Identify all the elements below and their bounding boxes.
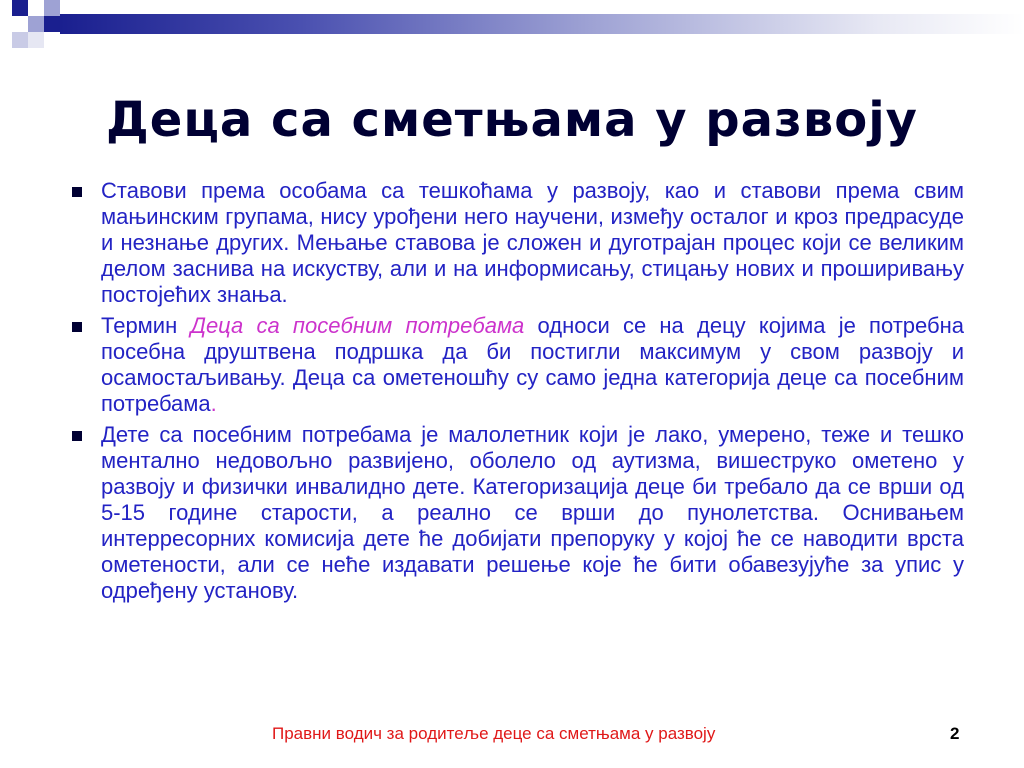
bullet-item-1 (72, 178, 964, 308)
square-bullet-icon (72, 431, 82, 441)
slide-title: Деца са сметњама у развоју (106, 92, 918, 148)
page-number: 2 (950, 724, 960, 743)
bullet-item-2 (72, 313, 964, 417)
bullet-item-3 (72, 422, 964, 604)
bullet-text-2 (101, 313, 964, 417)
header-gradient-bar (60, 14, 1024, 34)
bullet-text-3: Дете са посебним потребама је малолетник који је лако, умерено, теже и тешко ментално недовољно развијено, оболело од аутизма, вишеструко ометено у развоју и физички инвалидно дете. Категоризација деце би требало да се врши од 5-15 године старости, а реално се врши до пунолетства. Оснивањем интерресорних комисија дете ће добијати препоруку у којој ће се наводити врста ометености, али се неће издавати решење које ће бити обавезујуће за упис у одређену установу. (101, 422, 964, 603)
bullet-text-2-end: . (210, 391, 217, 416)
square-bullet-icon (72, 187, 82, 197)
slide-footer: Правни водич за родитеље деце са сметњама у развоју (272, 724, 716, 743)
bullet-list (72, 178, 964, 609)
highlighted-term: Деца са посебним потребама (190, 313, 525, 338)
bullet-text-1: Ставови према особама са тешкоћама у развоју, као и ставови према свим мањинским групама, нису урођени него научени, између осталог и кроз предрасуде и незнање других. Мењање ставова је сложен и дуготрајан процес који се великим делом заснива на искуству, али и на информисању, стицању нових и проширивању постојећих знања. (101, 178, 964, 307)
square-bullet-icon (72, 322, 82, 332)
bullet-text-2-prefix: Термин (101, 313, 191, 338)
bullet-text-2-suffix: односи се на децу којима је потребна посебна друштвена подршка да би постигли максимум у свом развоју и осамостаљивању. Деца са ометеношћу су само једна категорија деце са посебним потребама (101, 313, 965, 416)
